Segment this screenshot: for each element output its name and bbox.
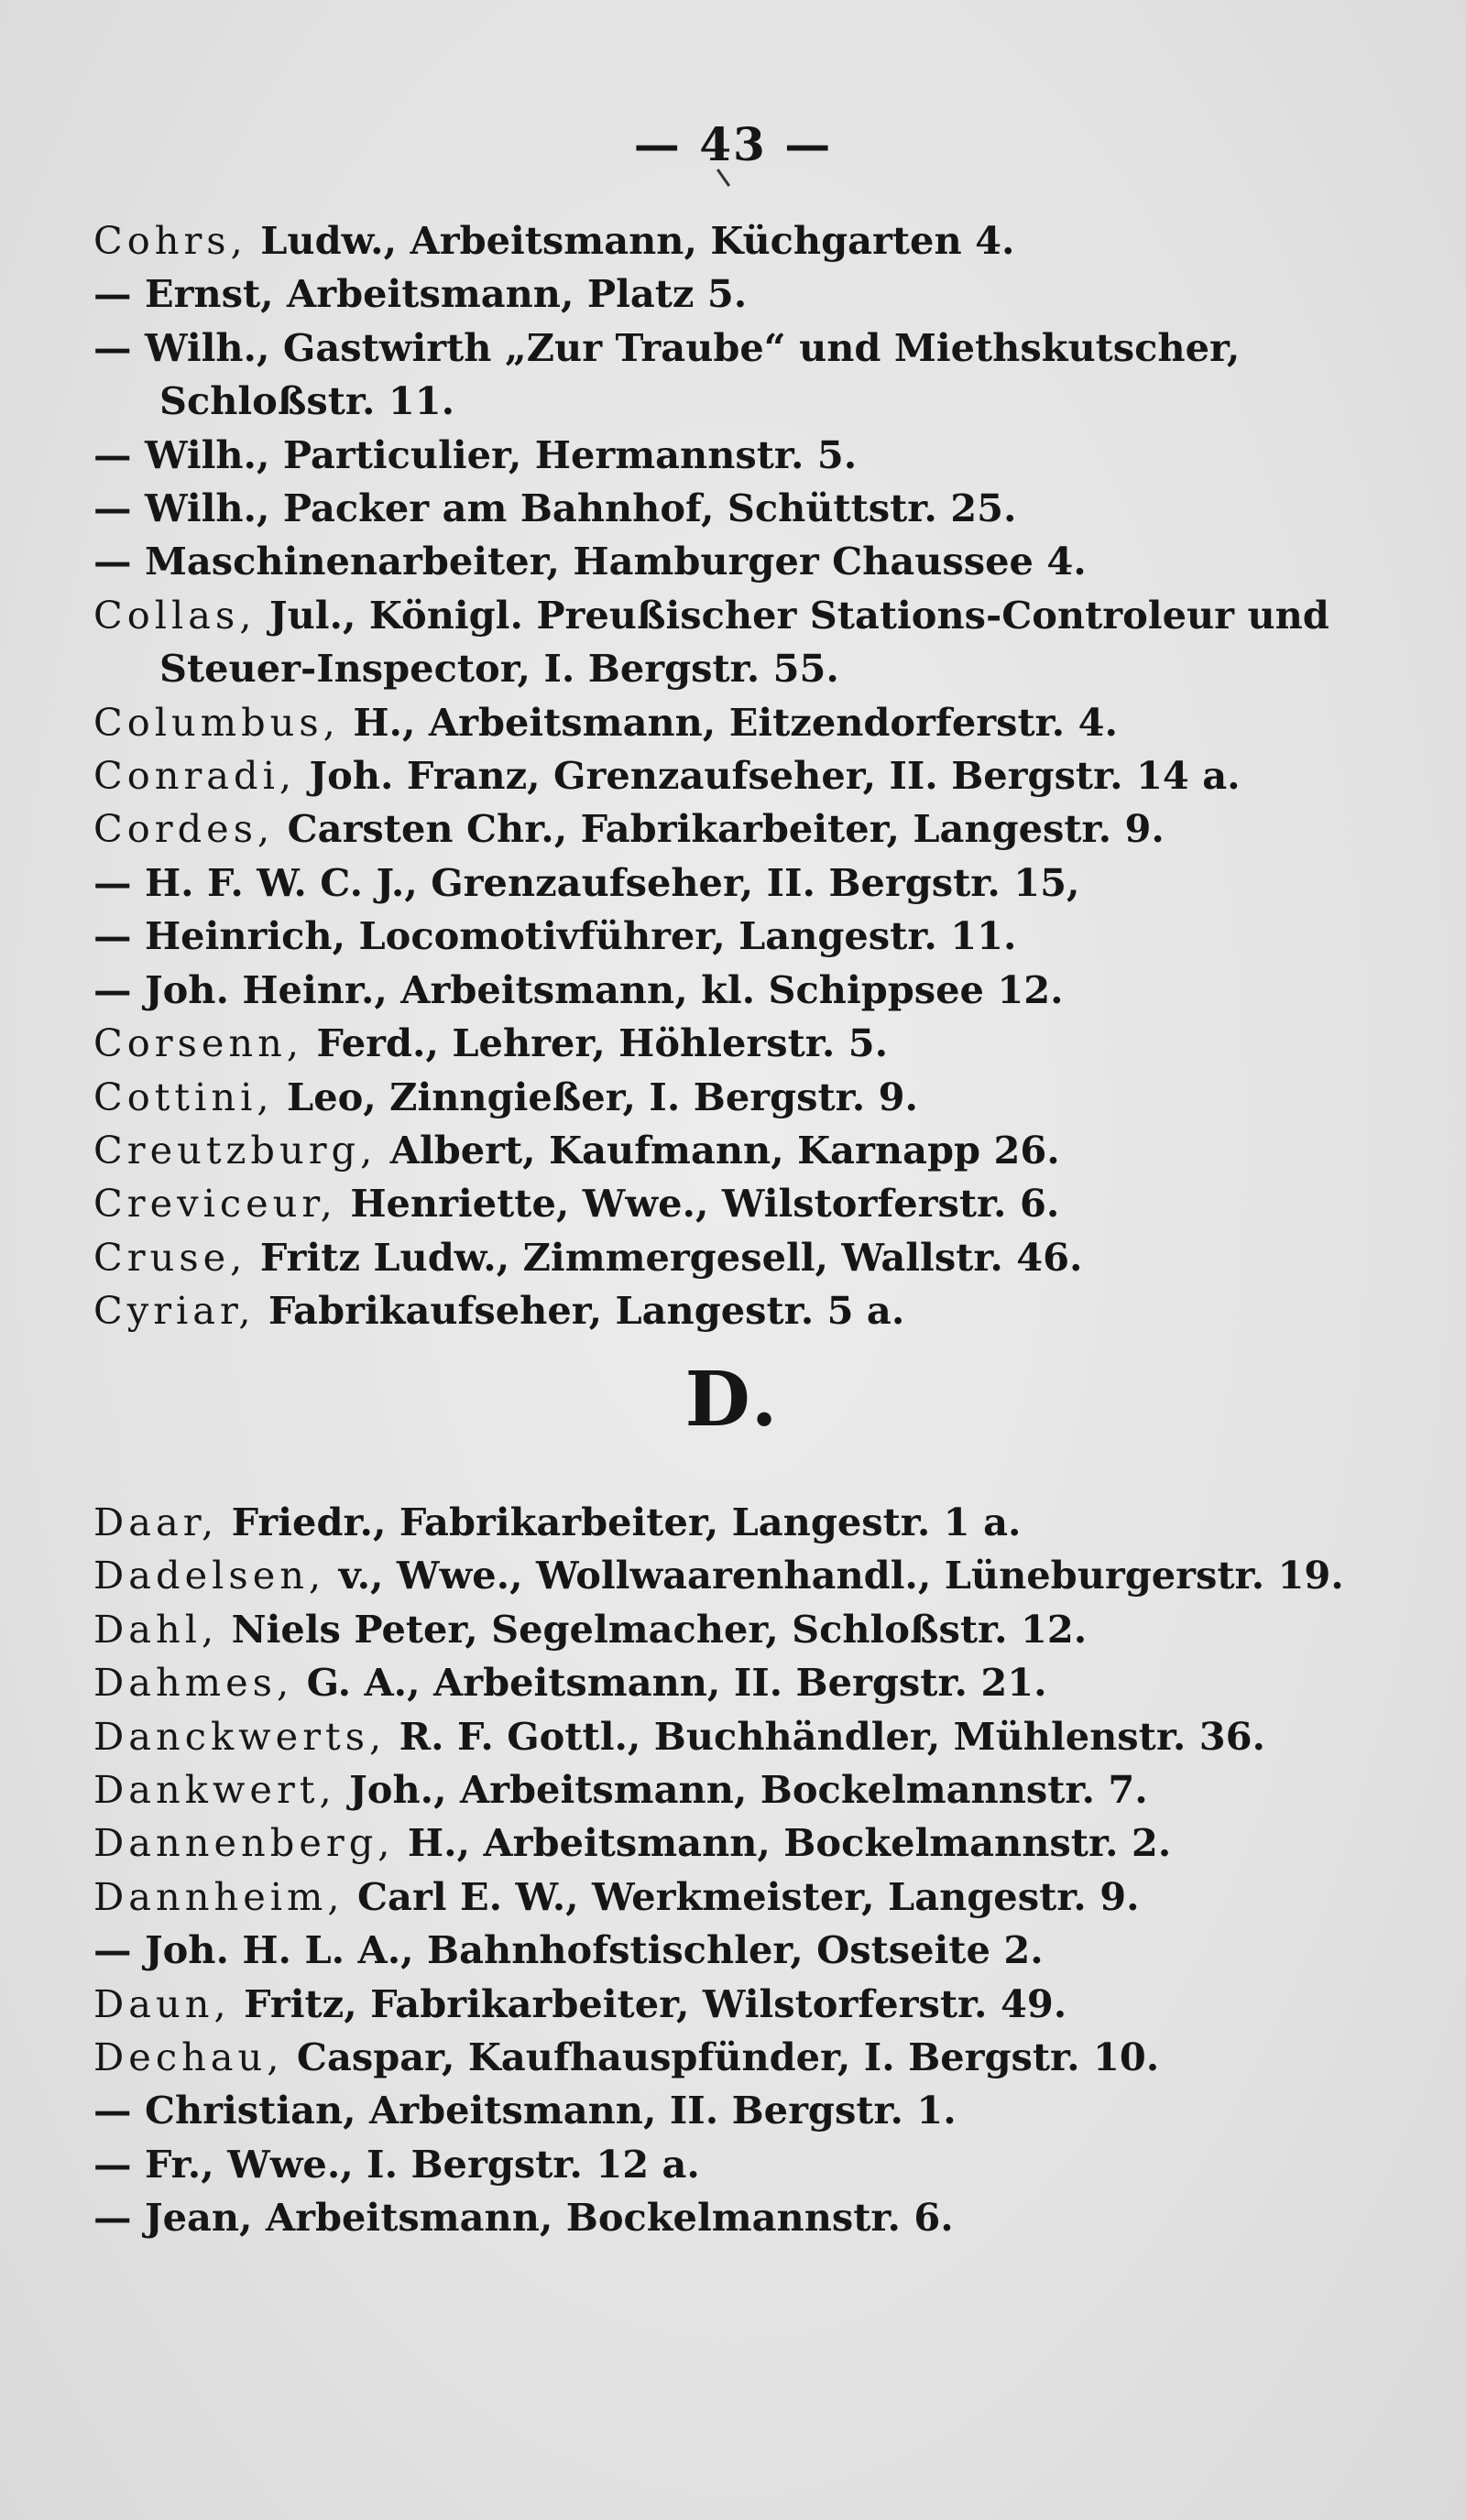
directory-entry [93,1549,1344,1602]
entry-details: Joh., Arbeitsmann, Bockelmannstr. 7. [335,1767,1148,1813]
directory-entry [93,267,1285,321]
directory-entry [93,1603,1285,1656]
repeat-dash: — [93,324,145,370]
entry-surname: Cottini, [93,1074,274,1119]
entry-details: v., Wwe., Wollwaarenhandl., Lüneburgerstr. 19. [325,1553,1344,1598]
entry-surname: Dankwert, [93,1767,336,1813]
entry-surname: Columbus, [93,699,340,745]
entry-surname: Conradi, [93,753,297,799]
entry-details: Niels Peter, Segelmacher, Schloßstr. 12. [218,1606,1088,1652]
repeat-dash: — [93,859,145,905]
entry-details: Albert, Kaufmann, Karnapp 26. [377,1127,1060,1173]
entry-details: Leo, Zinngießer, I. Bergstr. 9. [273,1074,918,1119]
section-heading-d: D. [684,1356,782,1444]
directory-entry [93,2084,1285,2137]
entry-details: Joh. Heinr., Arbeitsmann, kl. Schippsee 12. [144,966,1064,1012]
entry-details: Fritz Ludw., Zimmergesell, Wallstr. 46. [246,1234,1083,1280]
entry-details: Wilh., Packer am Bahnhof, Schüttstr. 25. [144,485,1017,531]
directory-entry [93,1284,1285,1337]
entry-details: Caspar, Kaufhauspfünder, I. Bergstr. 10. [283,2035,1160,2080]
entry-surname: Dadelsen, [93,1553,326,1598]
directory-entry [93,375,1285,428]
entry-surname: Cohrs, [93,218,247,263]
entry-details: Schloßstr. 11. [159,378,455,424]
repeat-dash: — [93,431,145,477]
entry-details: Ernst, Arbeitsmann, Platz 5. [144,271,748,317]
repeat-dash: — [93,539,145,584]
entry-surname: Corsenn, [93,1020,304,1066]
entry-details: Fritz, Fabrikarbeiter, Wilstorferstr. 49. [230,1980,1067,2026]
directory-entry [93,1871,1285,1924]
entry-details: H. F. W. C. J., Grenzaufseher, II. Bergstr. 15, [144,859,1080,905]
entry-details: H., Arbeitsmann, Bockelmannstr. 2. [394,1820,1172,1866]
entry-surname: Cordes, [93,806,275,852]
directory-entry [93,696,1285,749]
entry-details: Steuer-Inspector, I. Bergstr. 55. [159,646,839,692]
entry-details: Jul., Königl. Preußischer Stations-Controleur und [256,592,1329,638]
entry-details: Heinrich, Locomotivführer, Langestr. 11. [144,913,1017,959]
entry-surname: Dannenberg, [93,1820,395,1866]
directory-entry [93,1763,1285,1816]
directory-entry [93,1978,1285,2031]
entry-details: Joh. H. L. A., Bahnhofstischler, Ostseite 2. [144,1927,1044,1973]
entry-details: G. A., Arbeitsmann, II. Bergstr. 21. [293,1660,1047,1706]
directory-entry [93,535,1285,588]
repeat-dash: — [93,966,145,1012]
entry-details: Fabrikaufseher, Langestr. 5 a. [255,1288,905,1334]
entry-details: Christian, Arbeitsmann, II. Bergstr. 1. [144,2088,957,2133]
entry-surname: Dahl, [93,1606,219,1652]
repeat-dash: — [93,485,145,531]
entry-details: Carl E. W., Werkmeister, Langestr. 9. [344,1873,1140,1919]
entry-details: Joh. Franz, Grenzaufseher, II. Bergstr. 14 a. [296,753,1241,799]
repeat-dash: — [93,913,145,959]
directory-entry [93,482,1285,535]
entry-details: Henriette, Wwe., Wilstorferstr. 6. [336,1181,1060,1227]
entry-details: Wilh., Particulier, Hermannstr. 5. [144,431,858,477]
directory-entry [93,642,1285,695]
repeat-dash: — [93,2141,145,2187]
directory-entry [93,1710,1285,1763]
repeat-dash: — [93,1927,145,1973]
directory-entry [93,910,1285,963]
entry-details: Wilh., Gastwirth „Zur Traube“ und Miethskutscher, [144,324,1241,370]
entry-surname: Danckwerts, [93,1713,387,1759]
entry-surname: Cyriar, [93,1288,256,1334]
entry-surname: Dechau, [93,2035,284,2080]
directory-entry [93,1231,1285,1284]
entry-details: H., Arbeitsmann, Eitzendorferstr. 4. [339,699,1118,745]
entry-surname: Daun, [93,1980,231,2026]
d-entries-list [93,1496,1344,2245]
directory-entry [93,1071,1285,1124]
entry-surname: Cruse, [93,1234,247,1280]
entry-surname: Creutzburg, [93,1127,377,1173]
directory-entry [93,1124,1285,1177]
entry-surname: Collas, [93,592,257,638]
entry-details: R. F. Gottl., Buchhändler, Mühlenstr. 36. [386,1713,1265,1759]
repeat-dash: — [93,2088,145,2133]
entry-details: Friedr., Fabrikarbeiter, Langestr. 1 a. [218,1500,1022,1544]
directory-entry [93,856,1285,910]
directory-entry [93,1816,1285,1870]
directory-entry [93,322,1285,375]
directory-entry [93,802,1285,856]
entry-surname: Creviceur, [93,1181,337,1227]
directory-entry [93,964,1285,1017]
entry-surname: Daar, [93,1500,219,1544]
directory-entry [93,214,1285,267]
directory-entry [93,749,1285,802]
directory-entry [93,1177,1285,1230]
directory-entry [93,1924,1285,1977]
directory-entry [93,2191,1285,2244]
ink-mark [717,169,730,187]
entry-details: Maschinenarbeiter, Hamburger Chaussee 4. [144,539,1087,584]
directory-entry [93,2138,1285,2191]
entry-details: Ludw., Arbeitsmann, Küchgarten 4. [246,218,1015,263]
entry-surname: Dannheim, [93,1873,345,1919]
directory-entry [93,1656,1285,1709]
repeat-dash: — [93,2195,145,2241]
entry-details: Carsten Chr., Fabrikarbeiter, Langestr. 9. [274,806,1165,852]
directory-entry [93,1017,1285,1070]
entry-details: Ferd., Lehrer, Höhlerstr. 5. [303,1020,889,1066]
entry-details: Jean, Arbeitsmann, Bockelmannstr. 6. [144,2195,954,2241]
page-number: — 43 — [633,117,833,171]
entry-surname: Dahmes, [93,1660,294,1706]
directory-entry [93,2031,1285,2084]
directory-entry [93,589,1329,642]
directory-entry [93,429,1285,482]
entry-details: Fr., Wwe., I. Bergstr. 12 a. [144,2141,700,2187]
directory-entry [93,1496,1285,1549]
repeat-dash: — [93,271,145,317]
c-entries-list [93,214,1329,1338]
